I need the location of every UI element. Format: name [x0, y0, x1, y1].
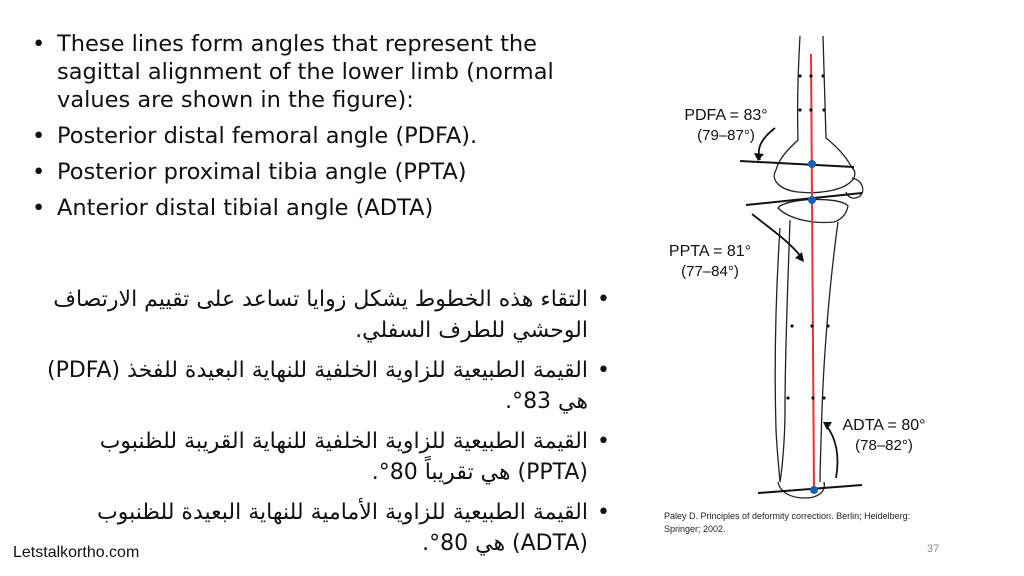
- site-name: Letstalkortho.com: [13, 544, 140, 561]
- arabic-bullet-list: [30, 284, 610, 568]
- lower-limb-sagittal-figure: [640, 30, 940, 510]
- fibula-outline: [775, 228, 780, 482]
- tibia-posterior-outline: [780, 220, 790, 482]
- page-number: 37: [927, 543, 940, 555]
- mid-diaphyseal-axis-line: [811, 54, 814, 491]
- arabic-bullet-1: • التقاء هذه الخطوط يشكل زوايا تساعد على تقييم الارتصاف الوحشي للطرف السفلي.: [30, 284, 610, 346]
- femur-anterior-outline: [823, 36, 852, 168]
- adta-value: ADTA = 80°: [842, 417, 926, 434]
- adta-joint-line: [758, 485, 862, 493]
- pdfa-joint-line: [740, 161, 854, 167]
- femoral-condyle-outline: [774, 168, 855, 193]
- pdfa-label: [670, 106, 782, 146]
- pdfa-value: PDFA = 83°: [684, 107, 768, 124]
- adta-label: [832, 416, 936, 456]
- ppta-label: [652, 242, 768, 282]
- figure-citation: Paley D. Principles of deformity correction. Berlin; Heidelberg: Springer; 2002.: [664, 511, 911, 534]
- adta-range: (78–82°): [855, 437, 913, 454]
- adta-arrowhead: [823, 422, 832, 430]
- english-bullet-4: • Anterior distal tibial angle (ADTA): [30, 194, 620, 222]
- knee-tibial-point: [808, 196, 816, 204]
- english-bullet-3: • Posterior proximal tibia angle (PPTA): [30, 158, 620, 186]
- pdfa-range: (79–87°): [697, 127, 755, 144]
- arabic-bullet-2: • القيمة الطبيعية للزاوية الخلفية للنهاية البعيدة للفخذ (PDFA) هي 83°.: [30, 355, 610, 417]
- femur-posterior-outline: [776, 36, 800, 170]
- pdfa-arrowhead: [754, 153, 764, 161]
- ppta-value: PPTA = 81°: [668, 243, 752, 260]
- english-bullet-list: [30, 30, 620, 230]
- ppta-range: (77–84°): [681, 263, 739, 280]
- knee-femoral-point: [808, 160, 816, 168]
- english-bullet-1: • These lines form angles that represent the sagittal alignment of the lower limb (normal values are shown in the figure):: [30, 30, 620, 114]
- ankle-point: [810, 486, 818, 494]
- english-bullet-2: • Posterior distal femoral angle (PDFA).: [30, 122, 620, 150]
- arabic-bullet-4: • القيمة الطبيعية للزاوية الأمامية للنهاية البعيدة للظنبوب (ADTA) هي 80°.: [30, 497, 610, 559]
- arabic-bullet-3: • القيمة الطبيعية للزاوية الخلفية للنهاية القريبة للظنبوب (PPTA) هي تقريباً 80°.: [30, 426, 610, 488]
